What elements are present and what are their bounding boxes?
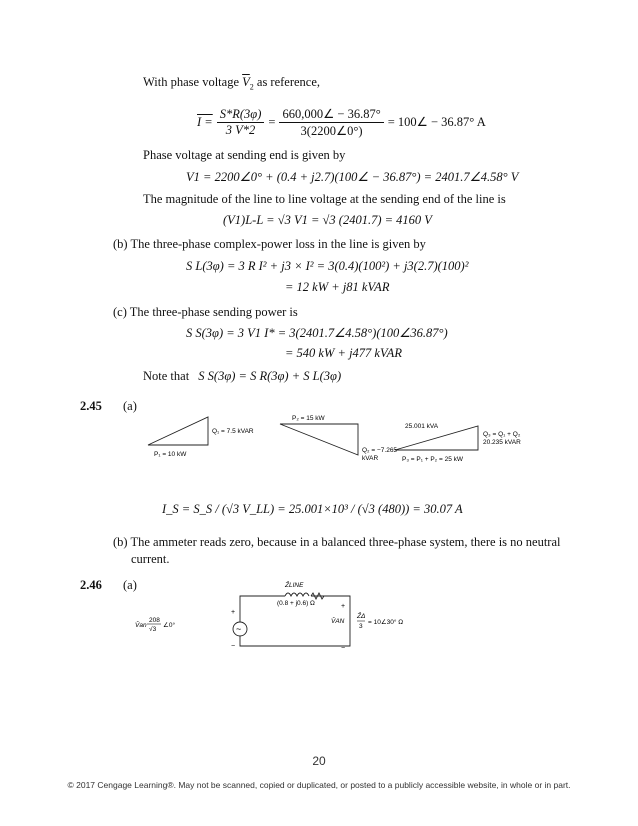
- power-triangle-1: [148, 417, 208, 445]
- tri2-q-unit: kVAR: [362, 455, 379, 462]
- eq-current-eq: =: [268, 114, 276, 129]
- intro-var: $\overline{V}$: [242, 75, 250, 89]
- copyright-footer: © 2017 Cengage Learning®. May not be scanned, copied or duplicated, or posted to a publicly accessible website, in whole or in part.: [67, 780, 571, 790]
- problem-246-part-a: (a): [123, 578, 137, 592]
- tri2-q-label: Q₂ = −7.265: [362, 447, 398, 454]
- ac-symbol: ~: [236, 624, 242, 634]
- eq-current-frac2: [279, 106, 383, 139]
- van-label: V̄an: [135, 622, 147, 629]
- phase-send-text: Phase voltage at sending end is given by: [143, 148, 346, 162]
- circuit-diagram: [135, 580, 405, 660]
- power-triangle-2: [280, 424, 358, 455]
- equation-sl-line2: = 12 kW + j81 kVAR: [285, 280, 390, 294]
- tri1-p-label: P₁ = 10 kW: [154, 451, 187, 458]
- p245-part-b-line2: current.: [131, 552, 170, 566]
- problem-245-part-a: (a): [123, 399, 137, 413]
- part-b-text: (b) The three-phase complex-power loss in the line is given by: [113, 237, 426, 251]
- note-pre: Note that: [143, 369, 190, 383]
- note-line: [143, 369, 341, 384]
- p245-part-b-line1: (b) The ammeter reads zero, because in a balanced three-phase system, there is no neutral: [113, 535, 561, 549]
- eq-current-den: 3 V*2: [225, 122, 256, 137]
- tri3-q-value: 20.235 kVAR: [483, 439, 521, 446]
- power-triangles-diagram: [140, 412, 550, 472]
- intro-post: as reference,: [256, 75, 321, 89]
- van-angle: ∠0°: [163, 622, 176, 629]
- equation-ss-line2: = 540 kW + j477 kVAR: [285, 346, 402, 360]
- line-inductor: [285, 593, 309, 596]
- source-minus: −: [231, 643, 236, 650]
- equation-v1: V1 = 2200∠0° + (0.4 + j2.7)(100∠ − 36.87°) = 2401.7∠4.58° V: [186, 170, 519, 184]
- eq-current-lhs: I =: [197, 114, 213, 129]
- problem-246-number: 2.46: [80, 578, 102, 592]
- magnitude-text: The magnitude of the line to line voltage at the sending end of the line is: [143, 192, 506, 206]
- equation-is: I_S = S_S / (√3 V_LL) = 25.001×10³ / (√3 (480)) = 30.07 A: [162, 502, 463, 516]
- van-num: 208: [149, 617, 160, 624]
- van-den: √3: [149, 626, 157, 633]
- tri2-p-label: P₂ = 15 kW: [292, 415, 325, 422]
- page-number: 20: [312, 754, 326, 768]
- load-minus: −: [341, 645, 346, 652]
- intro-line: [143, 75, 320, 92]
- zdelta-den: 3: [359, 623, 363, 630]
- equation-vll: (V1)L-L = √3 V1 = √3 (2401.7) = 4160 V: [223, 213, 432, 227]
- equation-sl-line1: S L(3φ) = 3 R I² + j3 × I² = 3(0.4)(100²) + j3(2.7)(100)²: [186, 259, 469, 273]
- source-plus: +: [231, 609, 236, 616]
- eq-current-result: = 100∠ − 36.87° A: [387, 115, 486, 129]
- tri3-q-label: Q₃ = Q₁ + Q₂: [483, 431, 521, 438]
- problem-245-number: 2.45: [80, 399, 102, 413]
- tri1-q-label: Q₁ = 7.5 kVAR: [212, 428, 254, 435]
- eq-current-den2: 3(2200∠0°): [300, 123, 363, 138]
- load-plus: +: [341, 603, 346, 610]
- eq-current-num2: 660,000∠ − 36.87°: [279, 106, 383, 123]
- equation-ss-line1: S S(3φ) = 3 V1 I* = 3(2401.7∠4.58°)(100∠36.87°): [186, 326, 448, 340]
- zdelta-value: = 10∠30° Ω: [368, 619, 404, 626]
- intro-sub: 2: [249, 82, 254, 92]
- zline-value: (0.8 + j0.6) Ω: [277, 600, 315, 607]
- eq-current-num: S*R(3φ): [217, 107, 265, 123]
- tri3-p-label: P₃ = P₁ + P₂ = 25 kW: [402, 456, 464, 463]
- equation-current: [197, 100, 486, 144]
- zdelta-label: Z̄Δ: [357, 613, 366, 620]
- note-eq: S S(3φ) = S R(3φ) + S L(3φ): [198, 369, 342, 383]
- tri3-s-label: 25.001 kVA: [405, 423, 439, 430]
- vAN-label: V̄AN: [331, 618, 345, 625]
- zline-label: Z̄LINE: [285, 582, 304, 589]
- intro-text: With phase voltage: [143, 75, 239, 89]
- eq-current-frac1: [217, 107, 265, 138]
- part-c-text: (c) The three-phase sending power is: [113, 305, 298, 319]
